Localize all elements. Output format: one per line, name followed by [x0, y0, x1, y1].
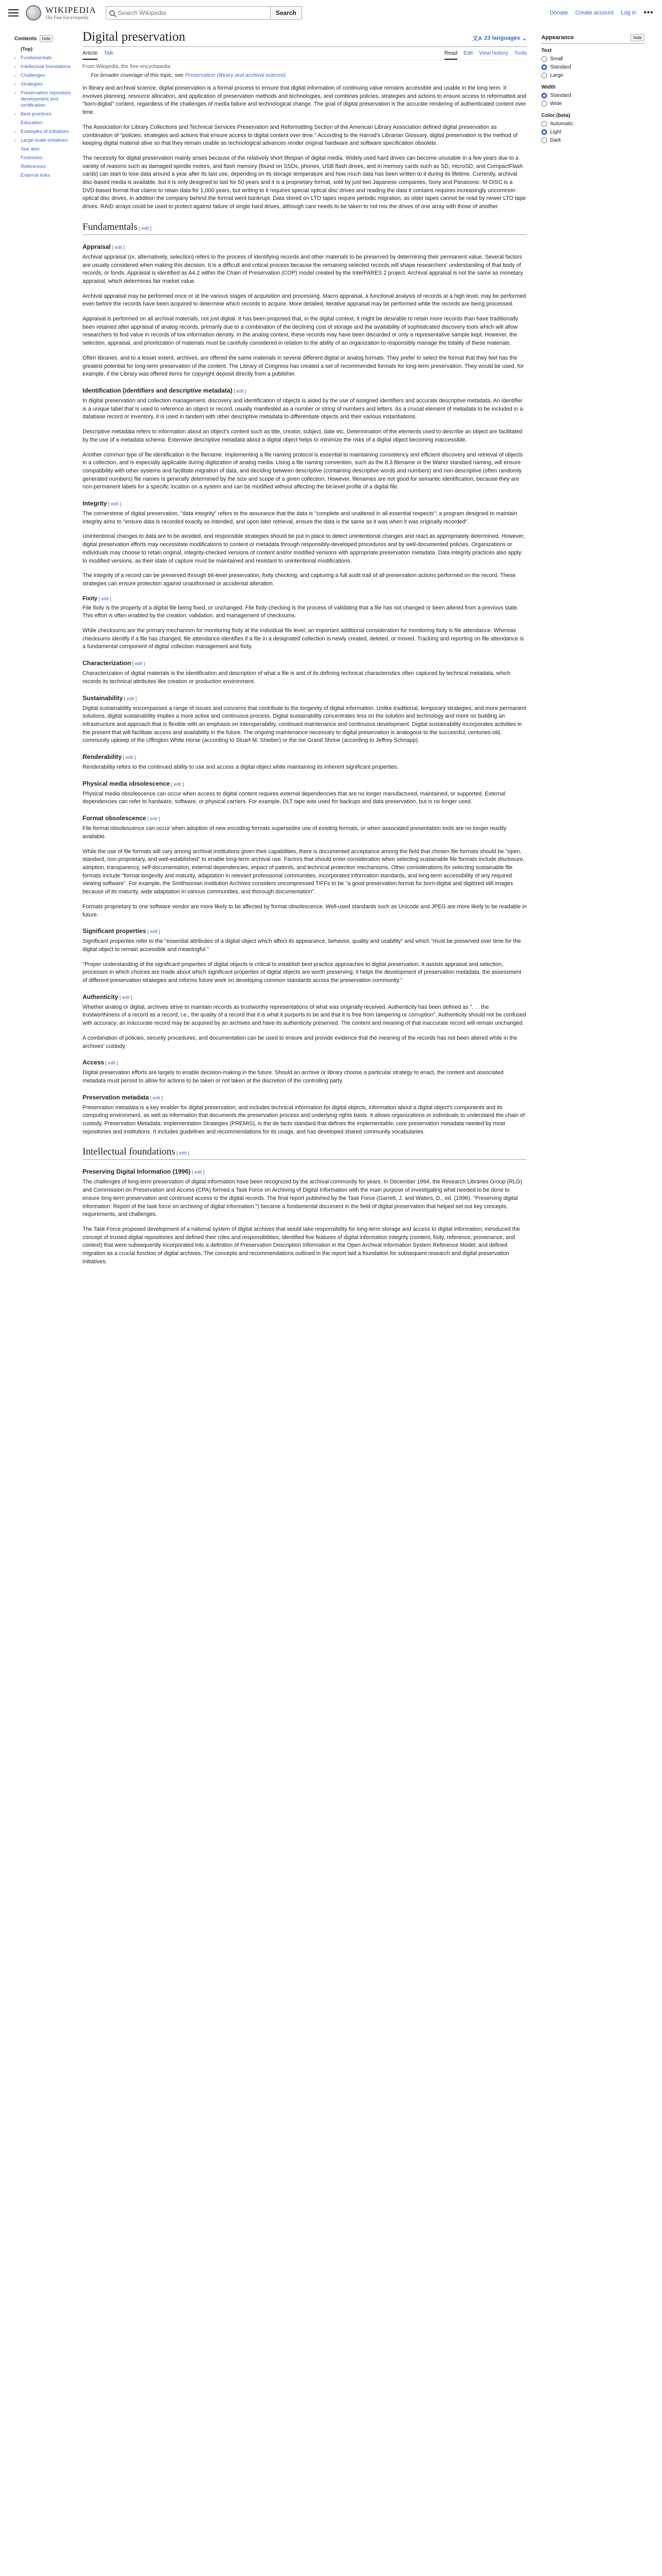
edit-link[interactable]: edit	[122, 994, 130, 1000]
appearance-option-label: Large	[550, 73, 564, 78]
more-options-icon[interactable]: •••	[643, 8, 654, 17]
appearance-option[interactable]	[541, 73, 644, 78]
chevron-right-icon	[14, 155, 19, 161]
appearance-option[interactable]	[541, 138, 644, 143]
paragraph: File format obsolescence can occur when adoption of new encoding formats supersedes use of existing formats, or when associated presentation tools are no longer readily available.	[82, 825, 507, 840]
toc-item[interactable]	[14, 146, 75, 152]
appearance-option-label: Small	[550, 56, 564, 62]
chevron-right-icon: ›	[14, 129, 16, 134]
appearance-panel	[541, 34, 644, 149]
section-heading	[82, 815, 527, 822]
toc-item-label: See also	[21, 146, 40, 152]
toc-item-label: External links	[21, 173, 50, 178]
chevron-right-icon	[14, 46, 19, 53]
radio-button-icon[interactable]	[541, 93, 547, 98]
toc-item[interactable]	[14, 120, 75, 126]
appearance-option-label: Wide	[550, 101, 562, 107]
section-heading-text: Fixity	[82, 595, 97, 602]
section-heading-text: Preservation metadata	[82, 1093, 149, 1101]
page-title: Digital preservation	[82, 30, 186, 44]
chevron-right-icon	[14, 173, 19, 179]
edit-link[interactable]: edit	[108, 1060, 116, 1066]
chevron-right-icon: ›	[14, 64, 16, 69]
edit-link[interactable]: edit	[114, 244, 122, 250]
paragraph: The Association for Library Collections and Technical Services Preservation and Reformatting Section of the American Library Association defined digital preservation as combination of "policies, strategies and actions that ensure access to digital content over time." According to the Harrod's Librarian Glossary, digital preservation is the method of keeping digital material alive so that they remain usable as technological advances render original hardware and software specification obsolete.	[82, 124, 518, 147]
toc-hide-button[interactable]: hide	[40, 35, 53, 42]
paragraph: The challenges of long-term preservation of digital information have been recognized by the archival community for years. In December 1994, the Research Libraries Group (RLG) and Commission on Preservation and Access (CPA) formed a Task Force on Archiving of Digital Information with the main purpose of investigating what needed to be done to ensure long-term preservation and continued access to the digital records. The final report published by the Task Force (Garrett, J. and Waters, D., ed. (1996). "Preserving digital information: Report of the task force on archiving of digital information.") became a fundamental document in the field of digital preservation that helped set out key concepts, requirements, and challenges.	[82, 1179, 522, 1218]
section-heading	[82, 387, 527, 394]
toc-item[interactable]	[14, 129, 75, 135]
paragraph: "Proper understanding of the significant properties of digital objects is critical to establish best practice approaches to digital preservation. It assists appraisal and selection, processes in which choices are made about which significant properties of digital objects are worth preserving; it helps the development of preservation metadata, the assessment of different preservation strategies and informs future work on developing common standards across the preservation community."	[82, 961, 522, 984]
chevron-right-icon: ›	[14, 91, 16, 95]
toc-item-label: References	[21, 164, 46, 170]
table-of-contents	[14, 35, 75, 181]
tab-tools[interactable]: Tools	[514, 50, 527, 56]
paragraph: Descriptive metadata refers to information about an object's content such as title, creator, subject, date etc. Determination of the elements used to describe an object are facilitated by the use of a metadata schema. Extensive descriptive metadata about a digital object helps to minimize the risks of a digital object becoming inaccessible.	[82, 429, 523, 443]
section-heading	[82, 500, 527, 507]
paragraph: Archival appraisal (or, alternatively, selection) refers to the process of identifying records and other materials to be preserved by determining their permanent value. Several factors are usually considered when making this decision. It is a difficult and critical process because the remaining selected records will shape researchers' understanding of that body of records, or fonds. Appraisal is identified as A4.2 within the Chain of Preservation (COP) model created by the InterPARES 2 project. Archival appraisal is not the same as monetary appraisal, which determines fair market value.	[82, 253, 523, 284]
section-heading	[82, 222, 527, 235]
appearance-option[interactable]	[541, 93, 644, 98]
wikipedia-logo[interactable]	[26, 5, 96, 21]
radio-button-icon[interactable]	[541, 101, 547, 107]
edit-link[interactable]: edit	[135, 661, 143, 667]
edit-link[interactable]: edit	[141, 225, 149, 231]
edit-link[interactable]: edit	[101, 596, 109, 601]
logo-tagline: The Free Encyclopedia	[45, 15, 89, 20]
section-heading-text: Sustainability	[82, 694, 123, 702]
section-heading-text: Fundamentals	[82, 221, 138, 232]
toc-item[interactable]	[14, 73, 75, 79]
appearance-group	[541, 84, 644, 107]
appearance-option-label: Light	[550, 129, 561, 135]
tab-edit[interactable]: Edit	[463, 50, 473, 56]
hatnote-text: For broader coverage of this topic, see	[91, 72, 185, 78]
section-heading	[82, 1146, 527, 1160]
appearance-option-label: Automatic	[550, 121, 573, 127]
appearance-option[interactable]	[541, 56, 644, 62]
section-heading-text: Integrity	[82, 500, 107, 507]
toc-item[interactable]	[14, 90, 75, 109]
edit-link[interactable]: edit	[150, 816, 158, 822]
paragraph: Appraisal is performed on all archival materials, not just digital. It has been proposed that, in the digital context, it might be desirable to retain more records than have traditionally been retained after appraisal of analog records, primarily due to a combination of the declining cost of storage and the availability of sophisticated discovery tools which will allow researchers to find value in records of low information density. In the analog context, these records may have been discarded or only a representative sample kept. However, the selection, appraisal, and prioritization of materials must be carefully considered in relation to the ability of an organization to responsibly manage the totality of these materials.	[82, 316, 519, 347]
paragraph: The cornerstone of digital preservation, "data integrity" refers to the assurance that the data is "complete and unaltered in all essential respects"; a program designed to maintain integrity aims to "ensure data is recorded exactly as intended, and upon later retrieval, ensure the data is the same as it was when it was originally recorded".	[82, 511, 517, 525]
appearance-group-label: Width	[541, 84, 556, 90]
section-edit-link: [ edit ]	[131, 661, 145, 667]
paragraph: Renderability refers to the continued ability to use and access a digital object while maintaining its inherent significant properties.	[82, 764, 399, 771]
toc-item-label: Best practices	[21, 111, 52, 117]
radio-button-icon[interactable]	[541, 73, 547, 78]
appearance-option[interactable]	[541, 101, 644, 107]
chevron-down-icon: ⌄	[522, 35, 527, 42]
section-heading	[82, 243, 527, 250]
paragraph: Another common type of file identification is the filename. Implementing a file naming protocol is essential to maintaining consistency and efficient discovery and retrieval of objects in a collection, and is especially applicable during digitization of analog media. Using a file naming convention, such as the 8.3 filename or the Warez standard naming, will ensure compatibility with other systems and facilitate migration of data, and deciding between descriptive (containing descriptive words and numbers) and non-descriptive (often randomly generated numbers) file names is generally determined by the size and scope of a given collection. However, filenames are not good for semantic identification, because they are non-permanent labels for a specific location on a system and can be modified without affecting the bit-level profile of a digital file.	[82, 451, 523, 490]
section-heading	[82, 1059, 527, 1066]
section-heading-text: Identification (identifiers and descriptive metadata)	[82, 386, 233, 394]
section-heading	[82, 1094, 527, 1101]
toc-item-label: Education	[21, 120, 43, 126]
paragraph: Physical media obsolescence can occur when access to digital content requires external dependencies that are no longer manufactured, maintained, or supported. External dependencies can refer to hardware, software, or physical carriers. For example, DLT tape was used for backups and data preservation, but is no longer used.	[82, 790, 505, 805]
chevron-right-icon	[14, 120, 19, 126]
paragraph: Whether analog or digital, archives strive to maintain records as trustworthy representations of what was originally received. Authenticity has been defined as ". . . the trustworthiness of a record as a record; i.e., the quality of a record that it is what it purports to be and that it is free from tampering or corruption". Authenticity should not be confused with accuracy; an inaccurate record may be acquired by an archives and have its authenticity preserved. The content and meaning of that inaccurate record will remain unchanged.	[82, 1004, 526, 1027]
toc-title: Contents	[14, 36, 37, 42]
paragraph: The Task Force proposed development of a national system of digital archives that would take responsibility for long-term storage and access to digital information; introduced the concept of trusted digital repositories and defined their roles and responsibilities; identified five features of digital information integrity (content, fixity, reference, provenance, and context) that were subsequently incorporated into a definition of Preservation Description Information in the Open Archival Information System Reference Model; and defined migration as a crucial function of digital archives. The concepts and recommendations outlined in the report laid a foundation for subsequent research and digital preservation initiatives.	[82, 1226, 520, 1265]
appearance-hide-button[interactable]: hide	[631, 34, 644, 41]
from-line: From Wikipedia, the free encyclopedia	[82, 64, 171, 70]
site-header	[0, 0, 662, 26]
paragraph: Archival appraisal may be performed once or at the various stages of acquisition and processing. Macro appraisal, a functional analysis of records at a high level, may be performed even before the records have been acquired to determine which records to acquire. More detailed, iterative appraisal may be performed while the records are being processed.	[82, 293, 526, 308]
edit-link[interactable]: edit	[194, 1170, 202, 1175]
edit-link[interactable]: edit	[150, 929, 158, 935]
section-heading	[82, 927, 527, 935]
edit-link[interactable]: edit	[153, 1095, 160, 1100]
section-edit-link: [ edit ]	[175, 1150, 189, 1156]
section-heading	[82, 780, 527, 787]
edit-link[interactable]: edit	[173, 781, 181, 787]
section-heading-text: Access	[82, 1059, 105, 1066]
section-edit-link: [ edit ]	[146, 929, 160, 935]
paragraph: Digital preservation efforts are largely to enable decision-making in the future. Should an archive or library choose a particular strategy to enact, the content and associated metadata must persist to allow for actions to be taken or not taken at the discretion of the controlling party.	[82, 1070, 504, 1084]
donate-link[interactable]: Donate	[550, 10, 568, 16]
toc-item-label: Strategies	[21, 81, 43, 87]
paragraph: Significant properties refer to the "essential attributes of a digital object which affect its appearance, behavior, quality and usability" and which "must be preserved over time for the digital object to remain accessible and meaningful."	[82, 938, 521, 953]
appearance-option-label: Dark	[550, 138, 561, 143]
section-heading	[82, 694, 527, 702]
radio-button-icon[interactable]	[541, 121, 547, 127]
language-button[interactable]	[472, 34, 527, 42]
edit-link[interactable]: edit	[125, 755, 134, 760]
tab-read[interactable]: Read	[444, 50, 457, 60]
translate-icon: 文A	[472, 36, 483, 42]
article-intro	[82, 84, 527, 211]
section-heading-text: Format obsolescence	[82, 815, 146, 822]
appearance-option-label: Standard	[550, 64, 571, 70]
toc-item-label: Fundamentals	[21, 55, 52, 61]
user-links	[550, 8, 654, 18]
chevron-right-icon: ›	[14, 73, 16, 78]
toc-item[interactable]	[14, 55, 75, 61]
section-edit-link: [ edit ]	[148, 1095, 163, 1100]
section-edit-link: [ edit ]	[104, 1060, 119, 1066]
appearance-group-label: Color (beta)	[541, 113, 571, 118]
section-edit-link: [ edit ]	[232, 388, 246, 394]
appearance-option[interactable]	[541, 129, 644, 135]
section-heading-text: Physical media obsolescence	[82, 779, 170, 787]
chevron-right-icon: ›	[14, 112, 16, 116]
radio-button-icon[interactable]	[541, 64, 547, 70]
main-menu-icon[interactable]	[8, 9, 19, 16]
section-heading	[82, 596, 527, 602]
tab-talk[interactable]: Talk	[104, 50, 113, 56]
search-button[interactable]: Search	[271, 6, 302, 20]
section-heading	[82, 659, 527, 667]
radio-button-icon[interactable]	[541, 56, 547, 62]
edit-link[interactable]: edit	[126, 696, 135, 701]
toc-item[interactable]	[14, 81, 75, 88]
toc-item-label: Footnotes	[21, 155, 43, 161]
section-heading-text: Intellectual foundations	[82, 1146, 175, 1158]
toc-item[interactable]	[14, 155, 75, 161]
toc-item-label: (Top)	[21, 46, 33, 52]
appearance-option-label: Standard	[550, 93, 571, 98]
toc-item-label: Challenges	[21, 73, 45, 78]
logo-name: WIKIPEDIA	[45, 5, 96, 15]
appearance-option[interactable]	[541, 64, 644, 70]
section-heading-text: Appraisal	[82, 243, 111, 250]
toc-item-label: Examples of initiatives	[21, 129, 69, 134]
paragraph: The integrity of a record can be preserved through bit-level preservation, fixity checking, and capturing a full audit trail of all preservation actions performed on the record. These strategies can ensure protection against unauthorised or accidental alteration.	[82, 572, 516, 587]
section-heading-text: Preserving Digital Information (1996)	[82, 1168, 191, 1176]
section-heading	[82, 1168, 527, 1175]
radio-button-icon[interactable]	[541, 138, 547, 143]
paragraph: File fixity is the property of a digital file being fixed, or unchanged. File fixity checking is the process of validating that a file has not changed or been altered from a previous state. This effort is often enabled by the creation, validation, and management of checksums.	[82, 604, 519, 619]
section-edit-link: [ edit ]	[118, 994, 133, 1000]
section-heading	[82, 753, 527, 760]
section-heading	[82, 993, 527, 1001]
appearance-group	[541, 113, 644, 143]
appearance-option[interactable]	[541, 121, 644, 127]
section-edit-link: [ edit ]	[123, 696, 137, 701]
tab-view-history[interactable]: View history	[479, 50, 508, 56]
create-account-link[interactable]: Create account	[575, 10, 614, 16]
toc-item[interactable]	[14, 173, 75, 179]
hatnote-link[interactable]: Preservation (library and archival science)	[185, 72, 286, 78]
toc-item[interactable]	[14, 138, 75, 144]
tab-article[interactable]: Article	[82, 50, 97, 60]
search-icon	[109, 10, 115, 16]
paragraph: In digital preservation and collection management, discovery and identification of objects is aided by the use of assigned identifiers and accurate descriptive metadata. An identifier is a unique label that is used to reference an object or record, usually manifested as a number or string of numbers and letters. As a crucial element of metadata to be included in a database record or inventory, it is used in tandem with other descriptive metadata to differentiate objects and their various instantiations.	[82, 397, 523, 420]
paragraph: The necessity for digital preservation mainly arises because of the relatively short lifespan of digital media. Widely used hard drives can become unusable in a few years due to a variety of reasons such as damaged spindle motors, and flash memory (found on SSDs, phones, USB flash drives, and in memory cards such as SD, microSD, and CompactFlash cards) can start to lose data around a year after its last use, depending on its storage temperature and how much data has been written to it during its lifetime. Currently, archival disc-based media is available, but it is only designed to last for 50 years and it is a proprietary format, sold by just two Japanese companies, Sony and Panasonic. M-DISC is a DVD-based format that claims to retain data for 1,000 years, but writing to it requires special optical disc drives and reading the data it contains requires increasingly uncommon optical disc drives, in addition the company behind the format went bankrupt. Data stored on LTO tapes require periodic migration, as older tapes cannot be read by newer LTO tape drives. RAID arrays could be used to protect against failure of single hard drives, although care needs to be taken to not mix the drives of one array with those of another.	[82, 155, 526, 210]
toc-item-label: Large-scale initiatives	[21, 138, 68, 143]
section-edit-link: [ edit ]	[110, 244, 125, 250]
search-form	[106, 6, 302, 20]
chevron-right-icon	[14, 146, 19, 152]
section-heading-text: Renderability	[82, 753, 122, 761]
appearance-group	[541, 48, 644, 78]
chevron-right-icon: ›	[14, 138, 16, 143]
paragraph: In library and archival science, digital preservation is a formal process to ensure that digital information of continuing value remains accessible and usable in the long term. It involves planning, resource allocation, and application of preservation methods and technologies, and combines policies, strategies and actions to ensure access to reformatted and "born-digital" content, regardless of the challenges of media failure and technological change. The goal of digital preservation is the accurate rendering of authenticated content over time.	[82, 85, 526, 116]
main-content	[82, 30, 527, 1273]
chevron-right-icon: ›	[14, 56, 16, 60]
toc-list	[14, 46, 75, 179]
section-edit-link: [ edit ]	[190, 1170, 205, 1175]
toc-item-label: Preservation repository development and certification	[21, 90, 71, 108]
search-box[interactable]	[106, 6, 271, 20]
section-edit-link: [ edit ]	[170, 781, 184, 787]
paragraph: A combination of policies, security procedures, and documentation can be used to ensure and provide evidence that the meaning of the records has not been altered while in the archives' custody.	[82, 1035, 518, 1049]
paragraph: Formats proprietary to one software vendor are more likely to be affected by format obsolescence. Well-used standards such as Unicode and JPEG are more likely to be readable in future.	[82, 903, 527, 918]
toc-item[interactable]	[14, 164, 75, 170]
section-heading-text: Characterization	[82, 659, 131, 667]
toc-item[interactable]	[14, 46, 75, 53]
toc-item[interactable]	[14, 64, 75, 70]
hatnote	[82, 72, 527, 78]
section-edit-link: [ edit ]	[146, 816, 160, 822]
section-edit-link: [ edit ]	[107, 501, 121, 507]
paragraph: Often libraries, and to a lesser extent, archives, are offered the same materials in several different digital or analog formats. They prefer to select the format that they feel has the greatest potential for long-term preservation of the content. The Library of Congress has created a set of recommended formats for long-term preservation. They would be used, for example, if the Library was offered items for copyright deposit directly from a publisher.	[82, 354, 524, 378]
search-input[interactable]	[118, 9, 267, 16]
chevron-right-icon	[14, 164, 19, 170]
section-edit-link: [ edit ]	[122, 755, 136, 760]
log-in-link[interactable]: Log in	[621, 10, 637, 16]
section-heading-text: Authenticity	[82, 993, 119, 1001]
toc-item-label: Intellectual foundations	[21, 64, 71, 70]
appearance-title: Appearance	[541, 35, 574, 41]
page-tabs	[82, 50, 527, 60]
chevron-right-icon: ›	[14, 82, 16, 87]
globe-icon	[26, 5, 41, 21]
section-heading-text: Significant properties	[82, 927, 146, 935]
toc-item[interactable]	[14, 111, 75, 117]
paragraph: While the use of file formats will vary among archival institutions given their capabilities, there is documented acceptance among the field that chosen file formats should be "open, standard, non-proprietary, and well-established" to enable long-term archival use. Factors that should enter consideration when selecting sustainable file formats include disclosure, adoption, transparency, self-documentation, external dependencies, impact of patents, and technical protection mechanisms. Other considerations for selecting sustainable file formats include "format longevity and maturity, adaptation in relevant professional communities, incorporated information standards, and long-term accessibility of any required viewing software". For example, the Smithsonian Institution Archives considers uncompressed TIFFs to be "a good preservation format for born-digital and digitized still images because of its maturity, wide adaptation in various communities, and thorough documentation".	[82, 848, 525, 895]
edit-link[interactable]: edit	[179, 1150, 187, 1156]
paragraph: Unintentional changes to data are to be avoided, and responsible strategies should be put in place to detect unintentional changes and react as appropriately determined. However, digital preservation efforts may necessitate modifications to content or metadata through responsibly-developed procedures and by well-documented policies. Organizations or individuals may choose to retain original, integrity-checked versions of content and/or modified versions with appropriate preservation metadata. Data integrity practices also apply to modified versions, as their state of capture must be maintained and resistant to unintentional modifications.	[82, 533, 525, 564]
section-edit-link: [ edit ]	[137, 225, 152, 231]
appearance-group-label: Text	[541, 48, 552, 54]
edit-link[interactable]: edit	[110, 501, 119, 507]
language-count: 23 languages	[484, 35, 520, 41]
edit-link[interactable]: edit	[236, 388, 244, 394]
paragraph: Characterization of digital materials is the identification and description of what a file is and of its defining technical characteristics often captured by technical metadata, which records its technical attributes like creation or production environment.	[82, 670, 511, 685]
paragraph: Preservation metadata is a key enabler for digital preservation, and includes technical information for digital objects, information about a digital object's components and its computing environment, as well as information that documents the preservation process and underlying rights basis. It allows organizations or individuals to understand the chain of custody. Preservation Metadata: Implementation Strategies (PREMIS), is the de facto standard that defines the implementable, core preservation metadata needed by most repositories and institutions. It includes guidelines and recommendations for its usage, and has developed shared community vocabularies.	[82, 1104, 525, 1135]
radio-button-icon[interactable]	[541, 129, 547, 135]
paragraph: Digital sustainability encompasses a range of issues and concerns that contribute to the longevity of digital information. Unlike traditional, temporary strategies, and more permanent solutions, digital sustainability implies a more active and continuous process. Digital sustainability concentrates less on the solution and technology and more on building an infrastructure and approach that is flexible with an emphasis on interoperability, continued maintenance and continuous development. Digital sustainability incorporates activities in the present that will facilitate access and availability in the future. The ongoing maintenance necessary to digital preservation is analogous to the successful, centuries-old, community upkeep of the Uffington White Horse (according to Stuart M. Shieber) or the Ise Grand Shrine (according to Jeffrey Schnapp).	[82, 705, 526, 744]
paragraph: While checksums are the primary mechanism for monitoring fixity at the individual file level, an important additional consideration for monitoring fixity is file attendance. Whereas checksums identify if a file has changed, file attendance identifies if a file in a designated collection is newly created, deleted, or moved. Tracking and reporting on file attendance is a fundamental component of digital collection management and fixity.	[82, 628, 524, 650]
article-sections	[82, 222, 527, 1266]
section-edit-link: [ edit ]	[97, 596, 111, 601]
